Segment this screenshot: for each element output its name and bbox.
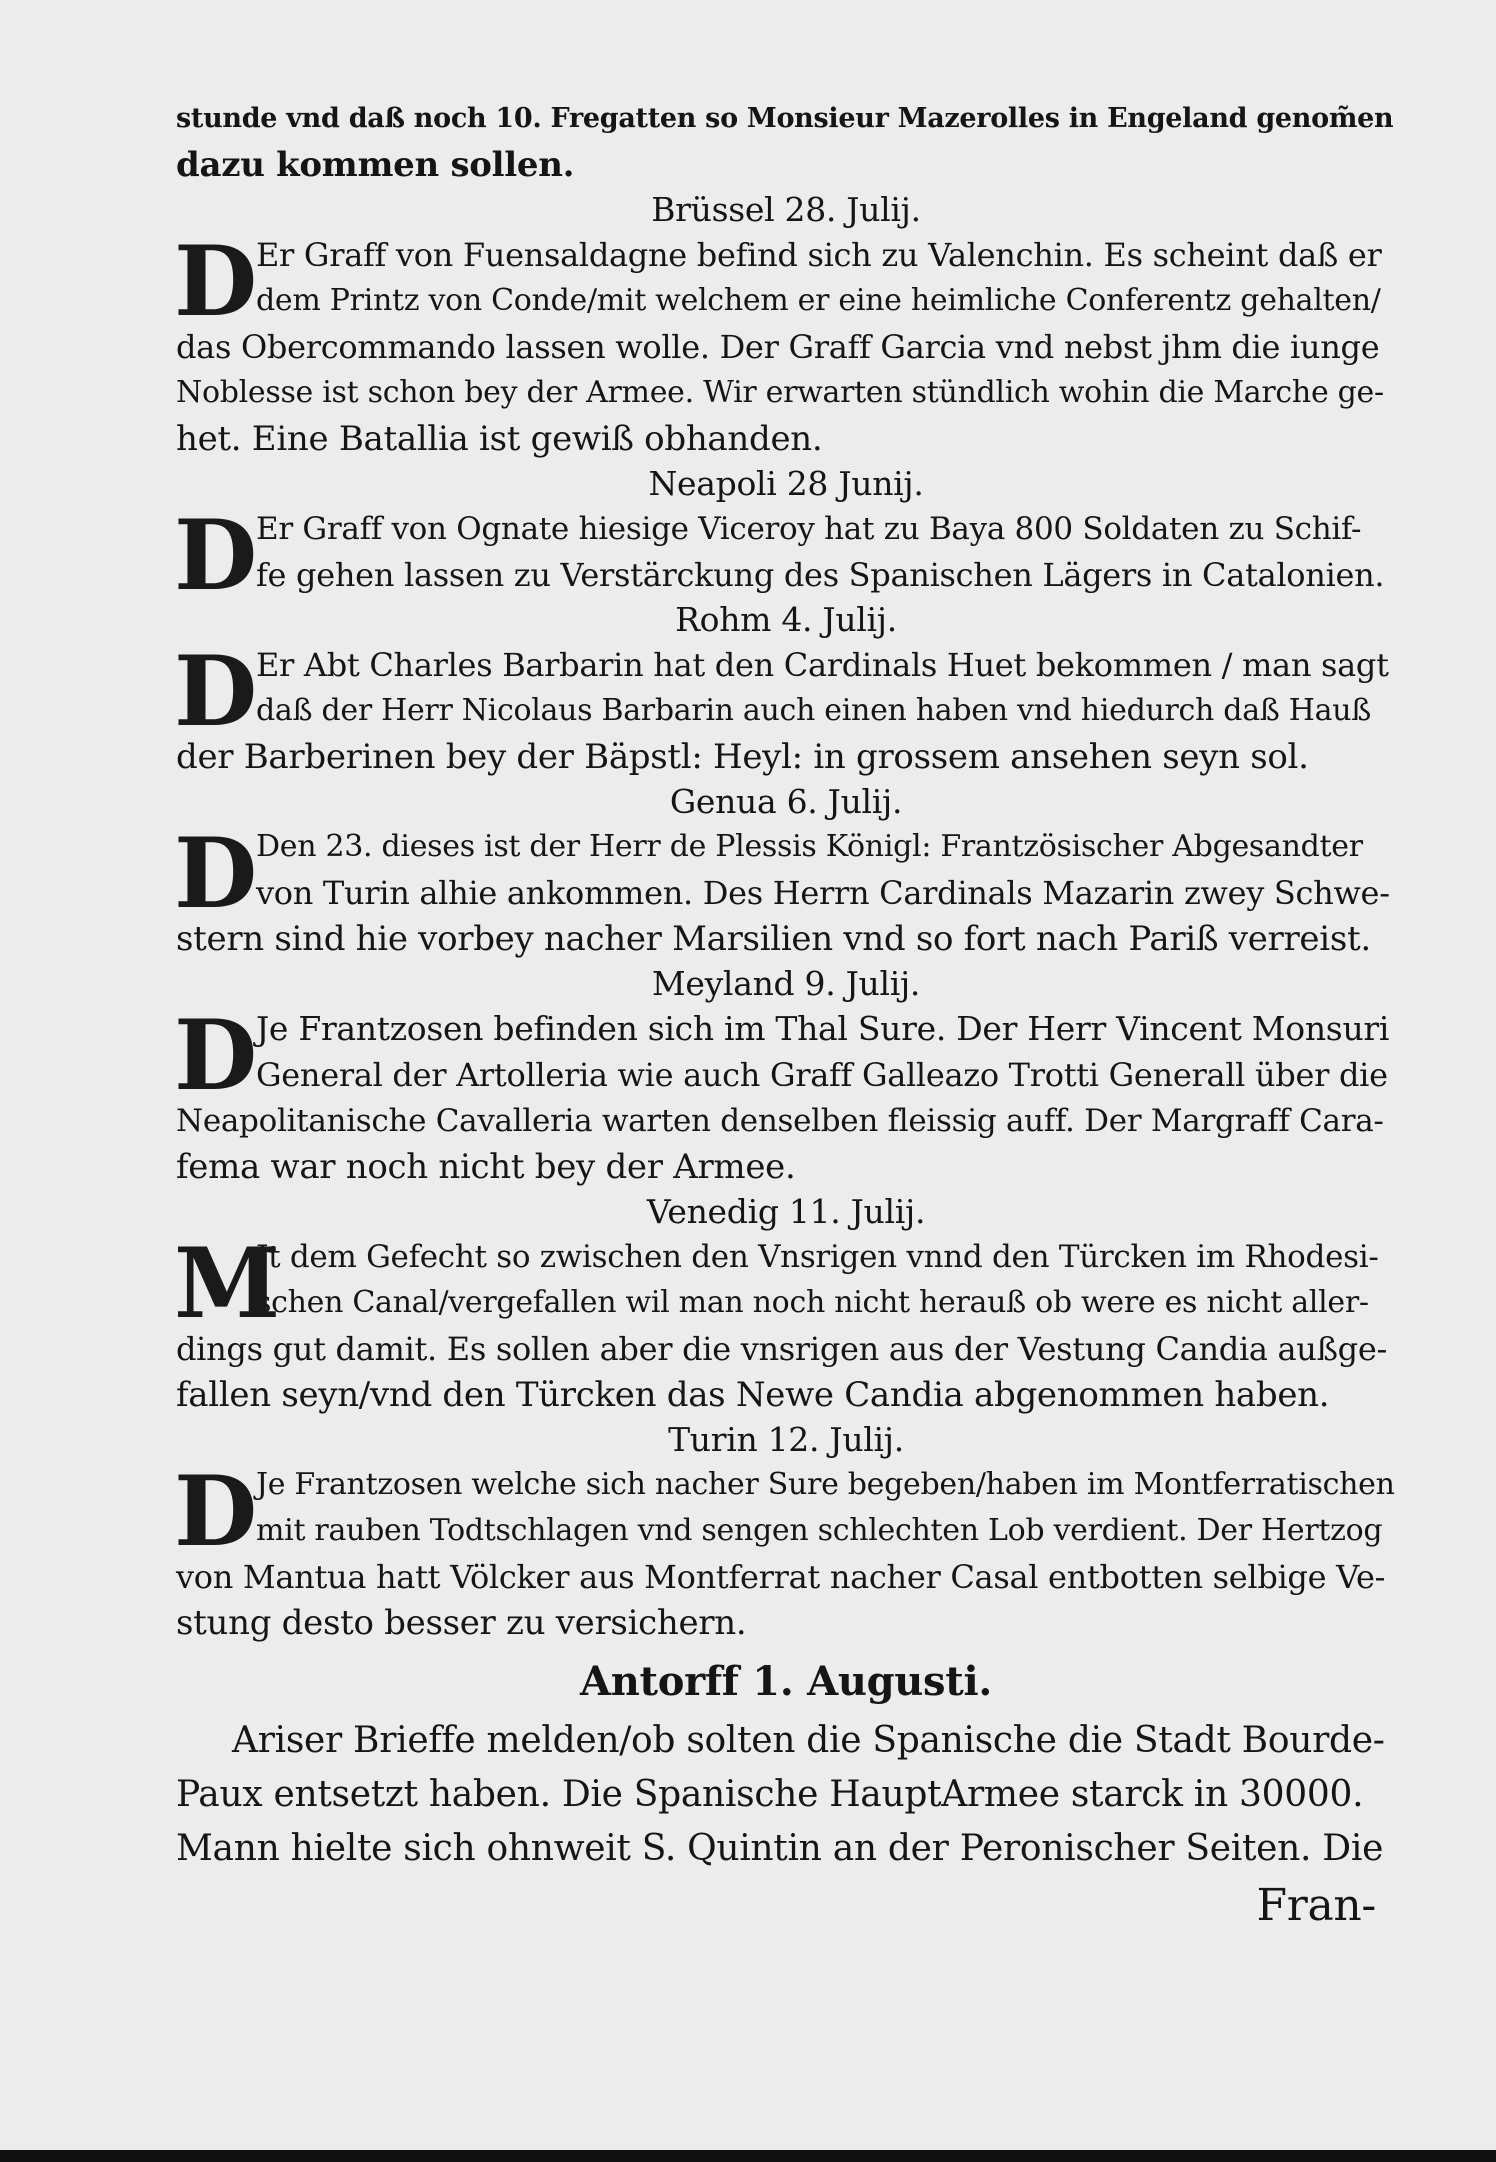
text-line: fe gehen lassen zu Verstärckung des Spanischen Lägers in Catalonien. — [256, 556, 1385, 594]
dateline-neapoli: Neapoli 28 Junij. — [648, 464, 924, 503]
page-text — [176, 96, 1396, 1936]
text-line: von Turin alhie ankommen. Des Herrn Cardinals Mazarin zwey Schwe- — [256, 874, 1390, 912]
text-line: dings gut damit. Es sollen aber die vnsrigen aus der Vestung Candia außge- — [176, 1330, 1388, 1368]
text-line: Er Graff von Ognate hiesige Viceroy hat zu Baya 800 Soldaten zu Schif- — [256, 511, 1362, 547]
text-line: von Mantua hatt Völcker aus Montferrat nacher Casal entbotten selbige Ve- — [176, 1558, 1386, 1596]
news-item-meyland — [174, 999, 1396, 1190]
drop-cap: D — [174, 225, 257, 338]
text-line: Je Frantzosen befinden sich im Thal Sure. Der Herr Vincent Monsuri — [256, 1009, 1390, 1048]
text-line: fema war noch nicht bey der Armee. — [176, 1147, 796, 1187]
text-line: fallen seyn/vnd den Türcken das Newe Candia abgenommen haben. — [176, 1375, 1330, 1415]
drop-cap: D — [174, 999, 257, 1112]
intro-line: stunde vnd daß noch 10. Fregatten so Monsieur Mazerolles in Engeland genom̃en — [176, 103, 1394, 134]
dateline-bruessel: Brüssel 28. Julij. — [651, 190, 921, 229]
text-line: Jt dem Gefecht so zwischen den Vnsrigen vnnd den Türcken im Rhodesi- — [256, 1239, 1379, 1275]
drop-cap: M — [174, 1227, 280, 1340]
dateline-turin: Turin 12. Julij. — [668, 1420, 904, 1459]
dateline-venedig: Venedig 11. Julij. — [646, 1192, 926, 1231]
news-item-rohm — [174, 635, 1396, 780]
drop-cap: D — [174, 499, 257, 612]
news-item-bruessel — [174, 225, 1396, 462]
text-line: Er Graff von Fuensaldagne befind sich zu Valenchin. Es scheint daß er — [256, 236, 1382, 274]
text-line: das Obercommando lassen wolle. Der Graff Garcia vnd nebst jhm die iunge — [176, 328, 1380, 366]
drop-cap: D — [174, 1455, 257, 1568]
dateline-meyland: Meyland 9. Julij. — [651, 964, 921, 1003]
dateline-genua: Genua 6. Julij. — [669, 782, 903, 821]
text-line: Er Abt Charles Barbarin hat den Cardinals Huet bekommen / man sagt — [256, 646, 1389, 684]
text-line: daß der Herr Nicolaus Barbarin auch einen haben vnd hiedurch daß Hauß — [256, 693, 1371, 728]
text-line: mit rauben Todtschlagen vnd sengen schlechten Lob verdient. Der Hertzog — [256, 1513, 1383, 1548]
text-line: der Barberinen bey der Bäpstl: Heyl: in grossem ansehen seyn sol. — [176, 737, 1309, 777]
text-line: stung desto besser zu versichern. — [176, 1603, 747, 1643]
heading-antorff: Antorff 1. Augusti. — [580, 1658, 992, 1705]
news-item-venedig — [174, 1227, 1396, 1418]
drop-cap: D — [174, 817, 257, 930]
catchword: Fran- — [1256, 1880, 1376, 1931]
intro-line: dazu kommen sollen. — [176, 145, 575, 185]
text-line: General der Artolleria wie auch Graff Galleazo Trotti Generall über die — [256, 1056, 1388, 1094]
text-line: Den 23. dieses ist der Herr de Plessis Königl: Frantzösischer Abgesandter — [256, 829, 1363, 864]
scan-edge — [0, 2150, 1496, 2162]
text-line: Mann hielte sich ohnweit S. Quintin an der Peronischer Seiten. Die — [176, 1828, 1384, 1869]
news-item-neapoli — [174, 499, 1396, 612]
text-line: Ariser Brieffe melden/ob solten die Spanische die Stadt Bourde- — [232, 1720, 1385, 1761]
news-item-genua — [174, 817, 1396, 962]
text-line: Paux entsetzt haben. Die Spanische HauptArmee starck in 30000. — [176, 1774, 1364, 1815]
text-line: dem Printz von Conde/mit welchem er eine heimliche Conferentz gehalten/ — [256, 283, 1381, 318]
text-line: Je Frantzosen welche sich nacher Sure begeben/haben im Montferratischen — [256, 1467, 1395, 1502]
dateline-rohm: Rohm 4. Julij. — [675, 600, 897, 639]
text-line: schen Canal/vergefallen wil man noch nicht herauß ob were es nicht aller- — [256, 1285, 1369, 1320]
news-item-turin — [174, 1455, 1396, 1646]
drop-cap: D — [174, 635, 257, 748]
text-line: stern sind hie vorbey nacher Marsilien vnd so fort nach Pariß verreist. — [176, 919, 1371, 959]
text-line: Neapolitanische Cavalleria warten denselben fleissig auff. Der Margraff Cara- — [176, 1103, 1384, 1139]
text-line: het. Eine Batallia ist gewiß obhanden. — [176, 419, 823, 459]
text-line: Noblesse ist schon bey der Armee. Wir erwarten stündlich wohin die Marche ge- — [176, 375, 1384, 410]
